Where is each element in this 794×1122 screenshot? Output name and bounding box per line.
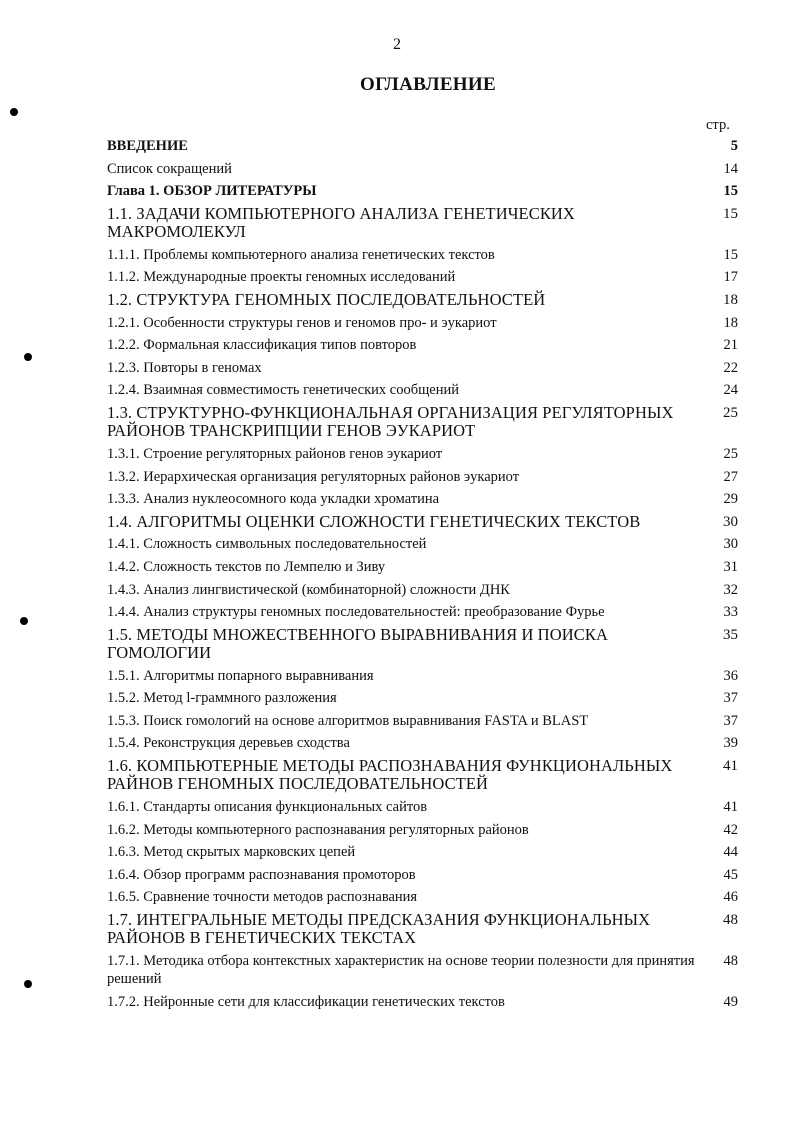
toc-entry — [107, 843, 738, 866]
toc-entry — [107, 911, 738, 952]
page-column-label: стр. — [706, 117, 730, 133]
toc-entry-page: 27 — [723, 468, 738, 485]
toc-entry-text: 1.7.2. Нейронные сети для классификации генетических текстов — [107, 994, 505, 1011]
toc-entry-page: 33 — [723, 604, 738, 621]
toc-entry-page: 30 — [723, 513, 738, 530]
toc-entry-text: 1.4. АЛГОРИТМЫ ОЦЕНКИ СЛОЖНОСТИ ГЕНЕТИЧЕСКИХ ТЕКСТОВ — [107, 511, 641, 531]
toc-entry-page: 21 — [723, 337, 738, 354]
toc-entry — [107, 689, 738, 712]
toc-entry-page: 48 — [723, 912, 738, 929]
toc-entry — [107, 603, 738, 626]
toc-entry — [107, 821, 738, 844]
toc-entry-page: 31 — [723, 558, 738, 575]
toc-entry-page: 35 — [723, 626, 738, 643]
toc-entry-text: 1.7.1. Методика отбора контекстных характеристик на основе теории полезности для принятия решений — [107, 953, 695, 988]
toc-entry-page: 5 — [730, 138, 738, 154]
toc-entry-text: 1.3.3. Анализ нуклеосомного кода укладки хроматина — [107, 491, 440, 508]
toc-entry-page: 39 — [723, 735, 738, 752]
toc-entry — [107, 513, 738, 536]
toc-entry-page: 25 — [723, 445, 738, 462]
page-title: ОГЛАВЛЕНИЕ — [360, 74, 496, 95]
toc-entry-text: 1.4.3. Анализ лингвистической (комбинаторной) сложности ДНК — [107, 581, 510, 598]
toc-entry — [107, 888, 738, 911]
binder-hole-mark — [20, 617, 28, 625]
toc-entry-text: 1.2.2. Формальная классификация типов повторов — [107, 337, 417, 354]
toc-entry-text: 1.6. КОМПЬЮТЕРНЫЕ МЕТОДЫ РАСПОЗНАВАНИЯ ФУНКЦИОНАЛЬНЫХ РАЙНОВ ГЕНОМНЫХ ПОСЛЕДОВАТЕЛЬНОСТЕЙ — [107, 756, 673, 794]
toc-entry-page: 45 — [723, 866, 738, 883]
toc-entry — [107, 581, 738, 604]
toc-entry-text: 1.6.2. Методы компьютерного распознавания регуляторных районов — [107, 821, 529, 838]
table-of-contents — [107, 137, 738, 1016]
toc-entry-text: 1.5.2. Метод l-граммного разложения — [107, 690, 337, 707]
toc-entry — [107, 757, 738, 798]
toc-entry — [107, 246, 738, 269]
toc-entry-text: 1.4.4. Анализ структуры геномных последовательностей: преобразование Фурье — [107, 604, 605, 621]
toc-entry-page: 37 — [723, 712, 738, 729]
toc-entry-page: 18 — [723, 314, 738, 331]
toc-entry — [107, 268, 738, 291]
toc-entry — [107, 445, 738, 468]
toc-entry-page: 15 — [723, 183, 738, 200]
toc-entry-text: 1.1. ЗАДАЧИ КОМПЬЮТЕРНОГО АНАЛИЗА ГЕНЕТИЧЕСКИХ МАКРОМОЛЕКУЛ — [107, 203, 575, 241]
toc-entry-page: 22 — [723, 359, 738, 376]
toc-entry-text: 1.5.4. Реконструкция деревьев сходства — [107, 735, 350, 752]
toc-entry-page: 41 — [723, 758, 738, 775]
toc-entry-text: 1.1.1. Проблемы компьютерного анализа генетических текстов — [107, 246, 495, 263]
toc-entry-text: 1.4.1. Сложность символьных последовательностей — [107, 536, 427, 553]
toc-entry — [107, 182, 738, 205]
toc-entry — [107, 205, 738, 246]
toc-entry-page: 15 — [723, 246, 738, 263]
toc-entry-text: 1.3.2. Иерархическая организация регуляторных районов эукариот — [107, 468, 520, 485]
toc-entry-page: 32 — [723, 581, 738, 598]
toc-entry-text: 1.5.3. Поиск гомологий на основе алгоритмов выравнивания FASTA и BLAST — [107, 712, 589, 729]
toc-entry-text: 1.6.3. Метод скрытых марковских цепей — [107, 844, 356, 861]
toc-entry-page: 15 — [723, 205, 738, 222]
toc-entry-text: 1.2.4. Взаимная совместимость генетических сообщений — [107, 382, 459, 399]
toc-entry — [107, 468, 738, 491]
toc-entry-page: 36 — [723, 667, 738, 684]
toc-entry-text: 1.5.1. Алгоритмы попарного выравнивания — [107, 667, 374, 684]
toc-entry-page: 41 — [723, 799, 738, 816]
binder-hole-mark — [24, 980, 32, 988]
toc-entry — [107, 535, 738, 558]
toc-entry-page: 17 — [723, 269, 738, 286]
binder-hole-mark — [24, 353, 32, 361]
toc-entry-page: 48 — [723, 953, 738, 970]
toc-entry-text: 1.3.1. Строение регуляторных районов генов эукариот — [107, 445, 443, 462]
toc-entry-page: 14 — [723, 160, 738, 177]
toc-entry-text: Список сокращений — [107, 160, 232, 177]
toc-entry — [107, 993, 738, 1016]
toc-entry — [107, 798, 738, 821]
toc-entry-page: 44 — [723, 844, 738, 861]
toc-entry — [107, 359, 738, 382]
toc-entry-text: 1.2. СТРУКТУРА ГЕНОМНЫХ ПОСЛЕДОВАТЕЛЬНОСТЕЙ — [107, 289, 546, 309]
toc-entry-text: 1.5. МЕТОДЫ МНОЖЕСТВЕННОГО ВЫРАВНИВАНИЯ И ПОИСКА ГОМОЛОГИИ — [107, 624, 608, 662]
toc-entry-page: 29 — [723, 491, 738, 508]
toc-entry-text: ВВЕДЕНИЕ — [107, 138, 188, 154]
toc-entry-text: Глава 1. ОБЗОР ЛИТЕРАТУРЫ — [107, 183, 317, 200]
toc-entry-page: 37 — [723, 690, 738, 707]
toc-entry-page: 24 — [723, 382, 738, 399]
toc-entry — [107, 404, 738, 445]
page-number: 2 — [393, 36, 401, 53]
toc-entry — [107, 558, 738, 581]
toc-entry-page: 30 — [723, 536, 738, 553]
toc-entry-page: 25 — [723, 404, 738, 421]
toc-entry — [107, 291, 738, 314]
toc-entry — [107, 336, 738, 359]
toc-entry — [107, 667, 738, 690]
toc-entry-text: 1.2.1. Особенности структуры генов и геномов про- и эукариот — [107, 314, 497, 331]
toc-entry — [107, 314, 738, 337]
toc-entry — [107, 490, 738, 513]
toc-entry-text: 1.7. ИНТЕГРАЛЬНЫЕ МЕТОДЫ ПРЕДСКАЗАНИЯ ФУНКЦИОНАЛЬНЫХ РАЙОНОВ В ГЕНЕТИЧЕСКИХ ТЕКСТАХ — [107, 910, 651, 948]
toc-entry-page: 49 — [723, 994, 738, 1011]
toc-entry — [107, 137, 738, 160]
toc-entry-text: 1.2.3. Повторы в геномах — [107, 359, 262, 376]
toc-entry-page: 18 — [723, 291, 738, 308]
toc-entry-text: 1.3. СТРУКТУРНО-ФУНКЦИОНАЛЬНАЯ ОРГАНИЗАЦИЯ РЕГУЛЯТОРНЫХ РАЙОНОВ ТРАНСКРИПЦИИ ГЕНОВ ЭУКАРИОТ — [107, 402, 674, 440]
toc-entry — [107, 381, 738, 404]
toc-entry — [107, 734, 738, 757]
toc-entry — [107, 626, 738, 667]
toc-entry-page: 42 — [723, 821, 738, 838]
toc-entry-text: 1.6.5. Сравнение точности методов распознавания — [107, 889, 418, 906]
toc-entry — [107, 952, 738, 993]
toc-entry — [107, 712, 738, 735]
toc-entry-text: 1.6.4. Обзор программ распознавания промоторов — [107, 866, 416, 883]
toc-entry-text: 1.6.1. Стандарты описания функциональных сайтов — [107, 799, 428, 816]
binder-hole-mark — [10, 108, 18, 116]
toc-entry — [107, 160, 738, 183]
toc-entry-text: 1.4.2. Сложность текстов по Лемпелю и Зиву — [107, 558, 386, 575]
toc-entry — [107, 866, 738, 889]
toc-entry-page: 46 — [723, 889, 738, 906]
toc-entry-text: 1.1.2. Международные проекты геномных исследований — [107, 269, 456, 286]
